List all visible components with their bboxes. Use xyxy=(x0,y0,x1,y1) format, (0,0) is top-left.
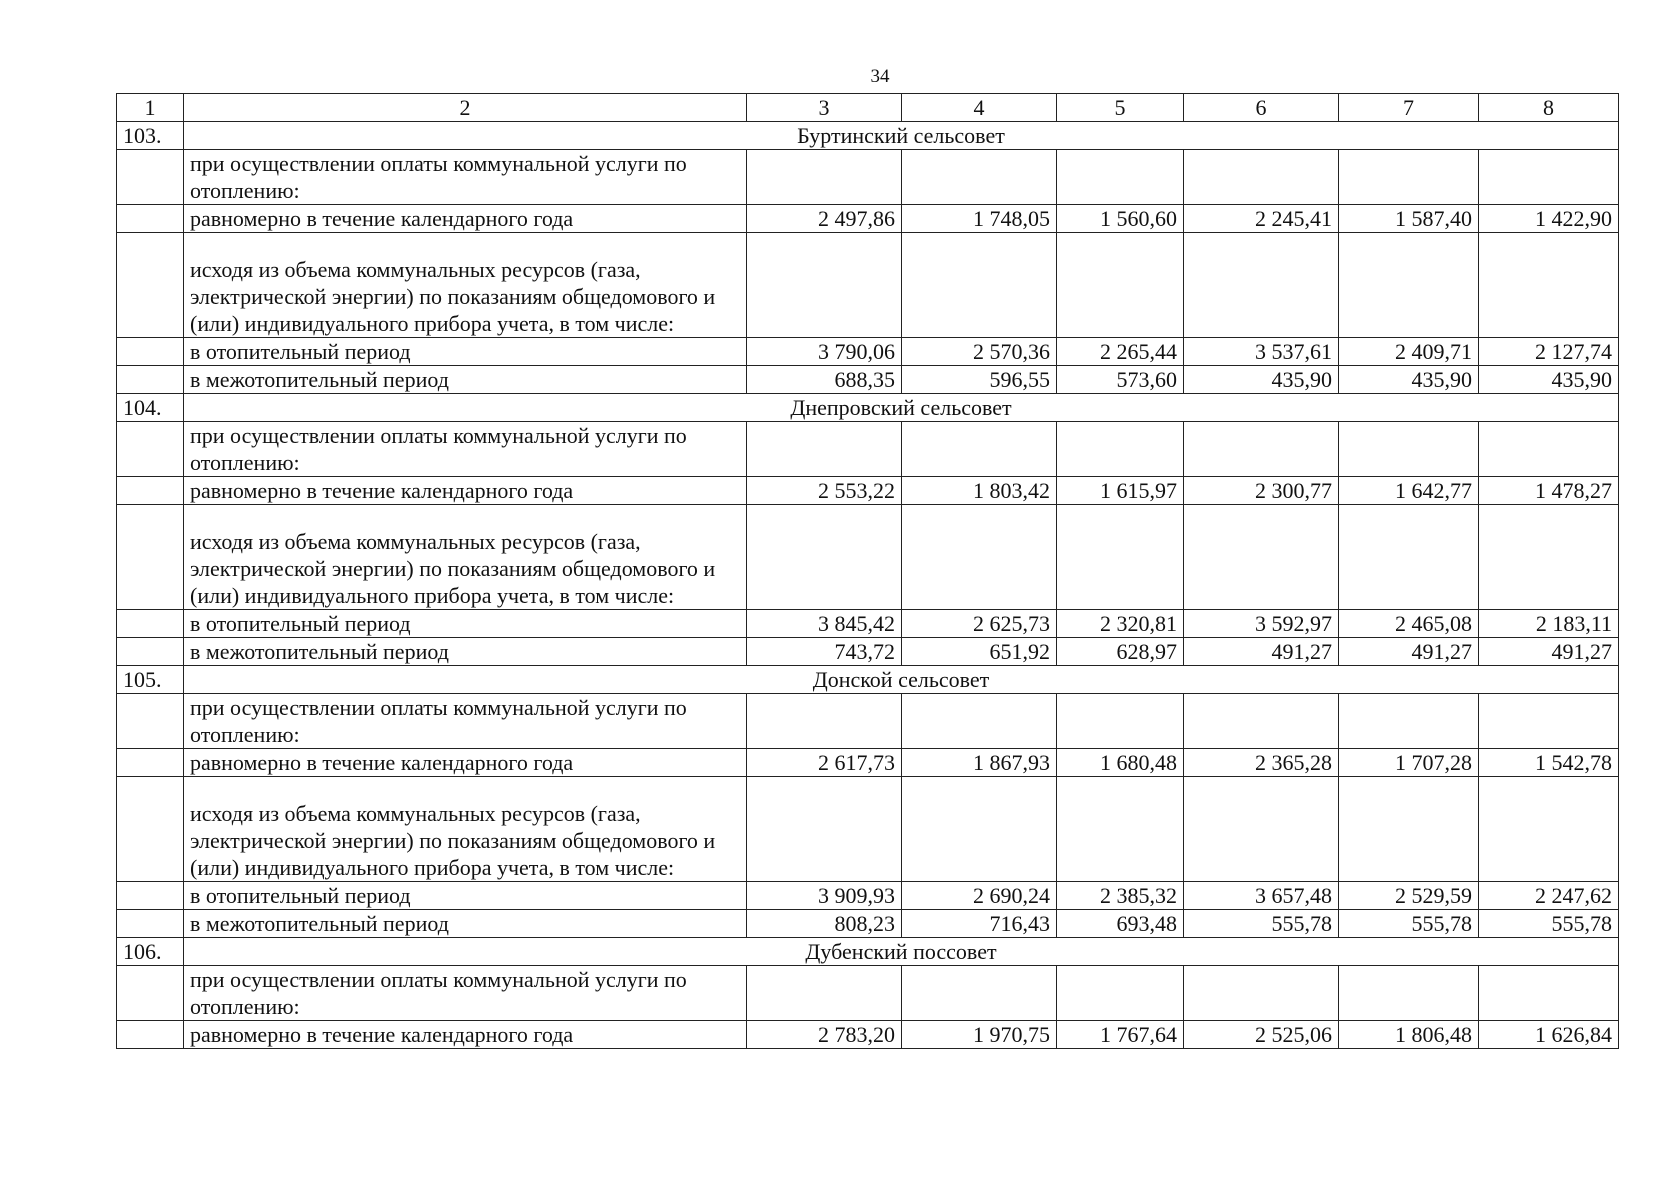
value-cell: 3 657,48 xyxy=(1184,882,1339,910)
value-cell xyxy=(1184,694,1339,749)
value-cell: 2 183,11 xyxy=(1479,610,1619,638)
value-cell xyxy=(747,505,902,610)
index-cell xyxy=(117,477,184,505)
value-cell xyxy=(1057,777,1184,882)
value-cell: 555,78 xyxy=(1479,910,1619,938)
row-description: в отопительный период xyxy=(184,882,747,910)
value-cell xyxy=(1339,966,1479,1021)
value-cell: 2 570,36 xyxy=(902,338,1057,366)
index-cell xyxy=(117,422,184,477)
value-cell xyxy=(747,422,902,477)
table-row xyxy=(117,338,1619,366)
table-row xyxy=(117,749,1619,777)
value-cell: 2 690,24 xyxy=(902,882,1057,910)
value-cell: 1 970,75 xyxy=(902,1021,1057,1049)
column-number: 5 xyxy=(1057,94,1184,122)
column-number: 3 xyxy=(747,94,902,122)
value-cell: 743,72 xyxy=(747,638,902,666)
value-cell xyxy=(902,777,1057,882)
value-cell xyxy=(1339,233,1479,338)
value-cell xyxy=(747,150,902,205)
value-cell: 1 422,90 xyxy=(1479,205,1619,233)
value-cell: 555,78 xyxy=(1184,910,1339,938)
table-row xyxy=(117,150,1619,205)
index-cell xyxy=(117,610,184,638)
index-cell xyxy=(117,882,184,910)
index-cell xyxy=(117,338,184,366)
value-cell: 628,97 xyxy=(1057,638,1184,666)
row-description: исходя из объема коммунальных ресурсов (газа, электрической энергии) по показаниям общедомового и (или) индивидуального прибора учета, в том числе: xyxy=(184,233,747,338)
section-title: Дубенский поссовет xyxy=(184,938,1619,966)
value-cell xyxy=(747,694,902,749)
section-row xyxy=(117,394,1619,422)
value-cell xyxy=(1057,150,1184,205)
table-row xyxy=(117,477,1619,505)
value-cell xyxy=(1339,777,1479,882)
section-title: Донской сельсовет xyxy=(184,666,1619,694)
table-row xyxy=(117,694,1619,749)
index-cell xyxy=(117,777,184,882)
value-cell: 3 537,61 xyxy=(1184,338,1339,366)
value-cell xyxy=(1479,233,1619,338)
value-cell xyxy=(747,777,902,882)
value-cell: 435,90 xyxy=(1184,366,1339,394)
row-description: в межотопительный период xyxy=(184,910,747,938)
value-cell xyxy=(1057,505,1184,610)
table-row xyxy=(117,505,1619,610)
section-index: 104. xyxy=(117,394,184,422)
value-cell xyxy=(1057,422,1184,477)
column-number: 7 xyxy=(1339,94,1479,122)
column-number: 2 xyxy=(184,94,747,122)
column-number: 6 xyxy=(1184,94,1339,122)
table-row xyxy=(117,638,1619,666)
value-cell: 3 790,06 xyxy=(747,338,902,366)
value-cell: 1 587,40 xyxy=(1339,205,1479,233)
value-cell: 491,27 xyxy=(1339,638,1479,666)
value-cell: 3 592,97 xyxy=(1184,610,1339,638)
value-cell xyxy=(1479,150,1619,205)
value-cell: 1 806,48 xyxy=(1339,1021,1479,1049)
value-cell: 808,23 xyxy=(747,910,902,938)
value-cell: 2 529,59 xyxy=(1339,882,1479,910)
row-description: в межотопительный период xyxy=(184,366,747,394)
value-cell: 2 465,08 xyxy=(1339,610,1479,638)
value-cell xyxy=(1057,694,1184,749)
row-description: при осуществлении оплаты коммунальной услуги по отоплению: xyxy=(184,694,747,749)
row-description: равномерно в течение календарного года xyxy=(184,1021,747,1049)
value-cell: 3 845,42 xyxy=(747,610,902,638)
section-row xyxy=(117,666,1619,694)
index-cell xyxy=(117,910,184,938)
section-row xyxy=(117,938,1619,966)
value-cell: 2 320,81 xyxy=(1057,610,1184,638)
value-cell xyxy=(747,233,902,338)
value-cell: 2 300,77 xyxy=(1184,477,1339,505)
value-cell: 688,35 xyxy=(747,366,902,394)
page-number: 34 xyxy=(870,66,890,87)
index-cell xyxy=(117,966,184,1021)
value-cell: 1 680,48 xyxy=(1057,749,1184,777)
value-cell: 1 615,97 xyxy=(1057,477,1184,505)
section-index: 105. xyxy=(117,666,184,694)
value-cell xyxy=(747,966,902,1021)
value-cell: 2 625,73 xyxy=(902,610,1057,638)
value-cell: 2 497,86 xyxy=(747,205,902,233)
tariff-table xyxy=(116,93,1619,1049)
value-cell: 1 867,93 xyxy=(902,749,1057,777)
row-description: при осуществлении оплаты коммунальной услуги по отоплению: xyxy=(184,966,747,1021)
index-cell xyxy=(117,638,184,666)
value-cell xyxy=(1479,422,1619,477)
value-cell: 435,90 xyxy=(1339,366,1479,394)
value-cell xyxy=(902,233,1057,338)
table-row xyxy=(117,777,1619,882)
value-cell xyxy=(1057,966,1184,1021)
value-cell: 435,90 xyxy=(1479,366,1619,394)
row-description: равномерно в течение календарного года xyxy=(184,749,747,777)
value-cell: 2 385,32 xyxy=(1057,882,1184,910)
table-body xyxy=(117,94,1619,1049)
value-cell xyxy=(1184,505,1339,610)
value-cell xyxy=(1479,777,1619,882)
index-cell xyxy=(117,150,184,205)
value-cell: 596,55 xyxy=(902,366,1057,394)
value-cell: 1 748,05 xyxy=(902,205,1057,233)
value-cell: 2 245,41 xyxy=(1184,205,1339,233)
row-description: в отопительный период xyxy=(184,610,747,638)
value-cell xyxy=(1339,694,1479,749)
value-cell xyxy=(1339,505,1479,610)
value-cell: 491,27 xyxy=(1184,638,1339,666)
section-index: 103. xyxy=(117,122,184,150)
value-cell: 1 642,77 xyxy=(1339,477,1479,505)
table-row xyxy=(117,610,1619,638)
table-row xyxy=(117,966,1619,1021)
index-cell xyxy=(117,749,184,777)
section-row xyxy=(117,122,1619,150)
row-description: равномерно в течение календарного года xyxy=(184,477,747,505)
section-title: Буртинский сельсовет xyxy=(184,122,1619,150)
index-cell xyxy=(117,694,184,749)
index-cell xyxy=(117,505,184,610)
value-cell xyxy=(1339,422,1479,477)
value-cell xyxy=(902,422,1057,477)
value-cell xyxy=(1479,505,1619,610)
value-cell: 1 707,28 xyxy=(1339,749,1479,777)
value-cell: 716,43 xyxy=(902,910,1057,938)
value-cell xyxy=(1184,150,1339,205)
value-cell: 555,78 xyxy=(1339,910,1479,938)
value-cell: 2 409,71 xyxy=(1339,338,1479,366)
value-cell: 2 553,22 xyxy=(747,477,902,505)
row-description: исходя из объема коммунальных ресурсов (газа, электрической энергии) по показаниям общедомового и (или) индивидуального прибора учета, в том числе: xyxy=(184,777,747,882)
table-row xyxy=(117,1021,1619,1049)
value-cell: 1 542,78 xyxy=(1479,749,1619,777)
row-description: равномерно в течение календарного года xyxy=(184,205,747,233)
value-cell: 1 560,60 xyxy=(1057,205,1184,233)
value-cell: 1 767,64 xyxy=(1057,1021,1184,1049)
column-number: 1 xyxy=(117,94,184,122)
value-cell xyxy=(1184,233,1339,338)
value-cell: 651,92 xyxy=(902,638,1057,666)
section-title: Днепровский сельсовет xyxy=(184,394,1619,422)
index-cell xyxy=(117,1021,184,1049)
table-row xyxy=(117,205,1619,233)
value-cell xyxy=(1339,150,1479,205)
column-number-row xyxy=(117,94,1619,122)
value-cell: 693,48 xyxy=(1057,910,1184,938)
value-cell xyxy=(902,966,1057,1021)
value-cell xyxy=(902,150,1057,205)
value-cell xyxy=(1184,966,1339,1021)
value-cell xyxy=(1184,777,1339,882)
index-cell xyxy=(117,205,184,233)
value-cell: 3 909,93 xyxy=(747,882,902,910)
value-cell: 573,60 xyxy=(1057,366,1184,394)
value-cell: 1 626,84 xyxy=(1479,1021,1619,1049)
value-cell xyxy=(1479,966,1619,1021)
value-cell: 1 478,27 xyxy=(1479,477,1619,505)
value-cell: 491,27 xyxy=(1479,638,1619,666)
section-index: 106. xyxy=(117,938,184,966)
value-cell: 2 783,20 xyxy=(747,1021,902,1049)
table-row xyxy=(117,910,1619,938)
value-cell: 2 247,62 xyxy=(1479,882,1619,910)
value-cell: 2 617,73 xyxy=(747,749,902,777)
value-cell: 1 803,42 xyxy=(902,477,1057,505)
table-row xyxy=(117,233,1619,338)
value-cell xyxy=(1479,694,1619,749)
row-description: исходя из объема коммунальных ресурсов (газа, электрической энергии) по показаниям общедомового и (или) индивидуального прибора учета, в том числе: xyxy=(184,505,747,610)
column-number: 8 xyxy=(1479,94,1619,122)
table-row xyxy=(117,422,1619,477)
row-description: при осуществлении оплаты коммунальной услуги по отоплению: xyxy=(184,422,747,477)
value-cell xyxy=(902,505,1057,610)
index-cell xyxy=(117,233,184,338)
table-row xyxy=(117,366,1619,394)
value-cell: 2 127,74 xyxy=(1479,338,1619,366)
row-description: в отопительный период xyxy=(184,338,747,366)
value-cell xyxy=(1184,422,1339,477)
value-cell xyxy=(1057,233,1184,338)
row-description: при осуществлении оплаты коммунальной услуги по отоплению: xyxy=(184,150,747,205)
table-row xyxy=(117,882,1619,910)
value-cell: 2 265,44 xyxy=(1057,338,1184,366)
value-cell: 2 365,28 xyxy=(1184,749,1339,777)
index-cell xyxy=(117,366,184,394)
value-cell: 2 525,06 xyxy=(1184,1021,1339,1049)
row-description: в межотопительный период xyxy=(184,638,747,666)
value-cell xyxy=(902,694,1057,749)
column-number: 4 xyxy=(902,94,1057,122)
